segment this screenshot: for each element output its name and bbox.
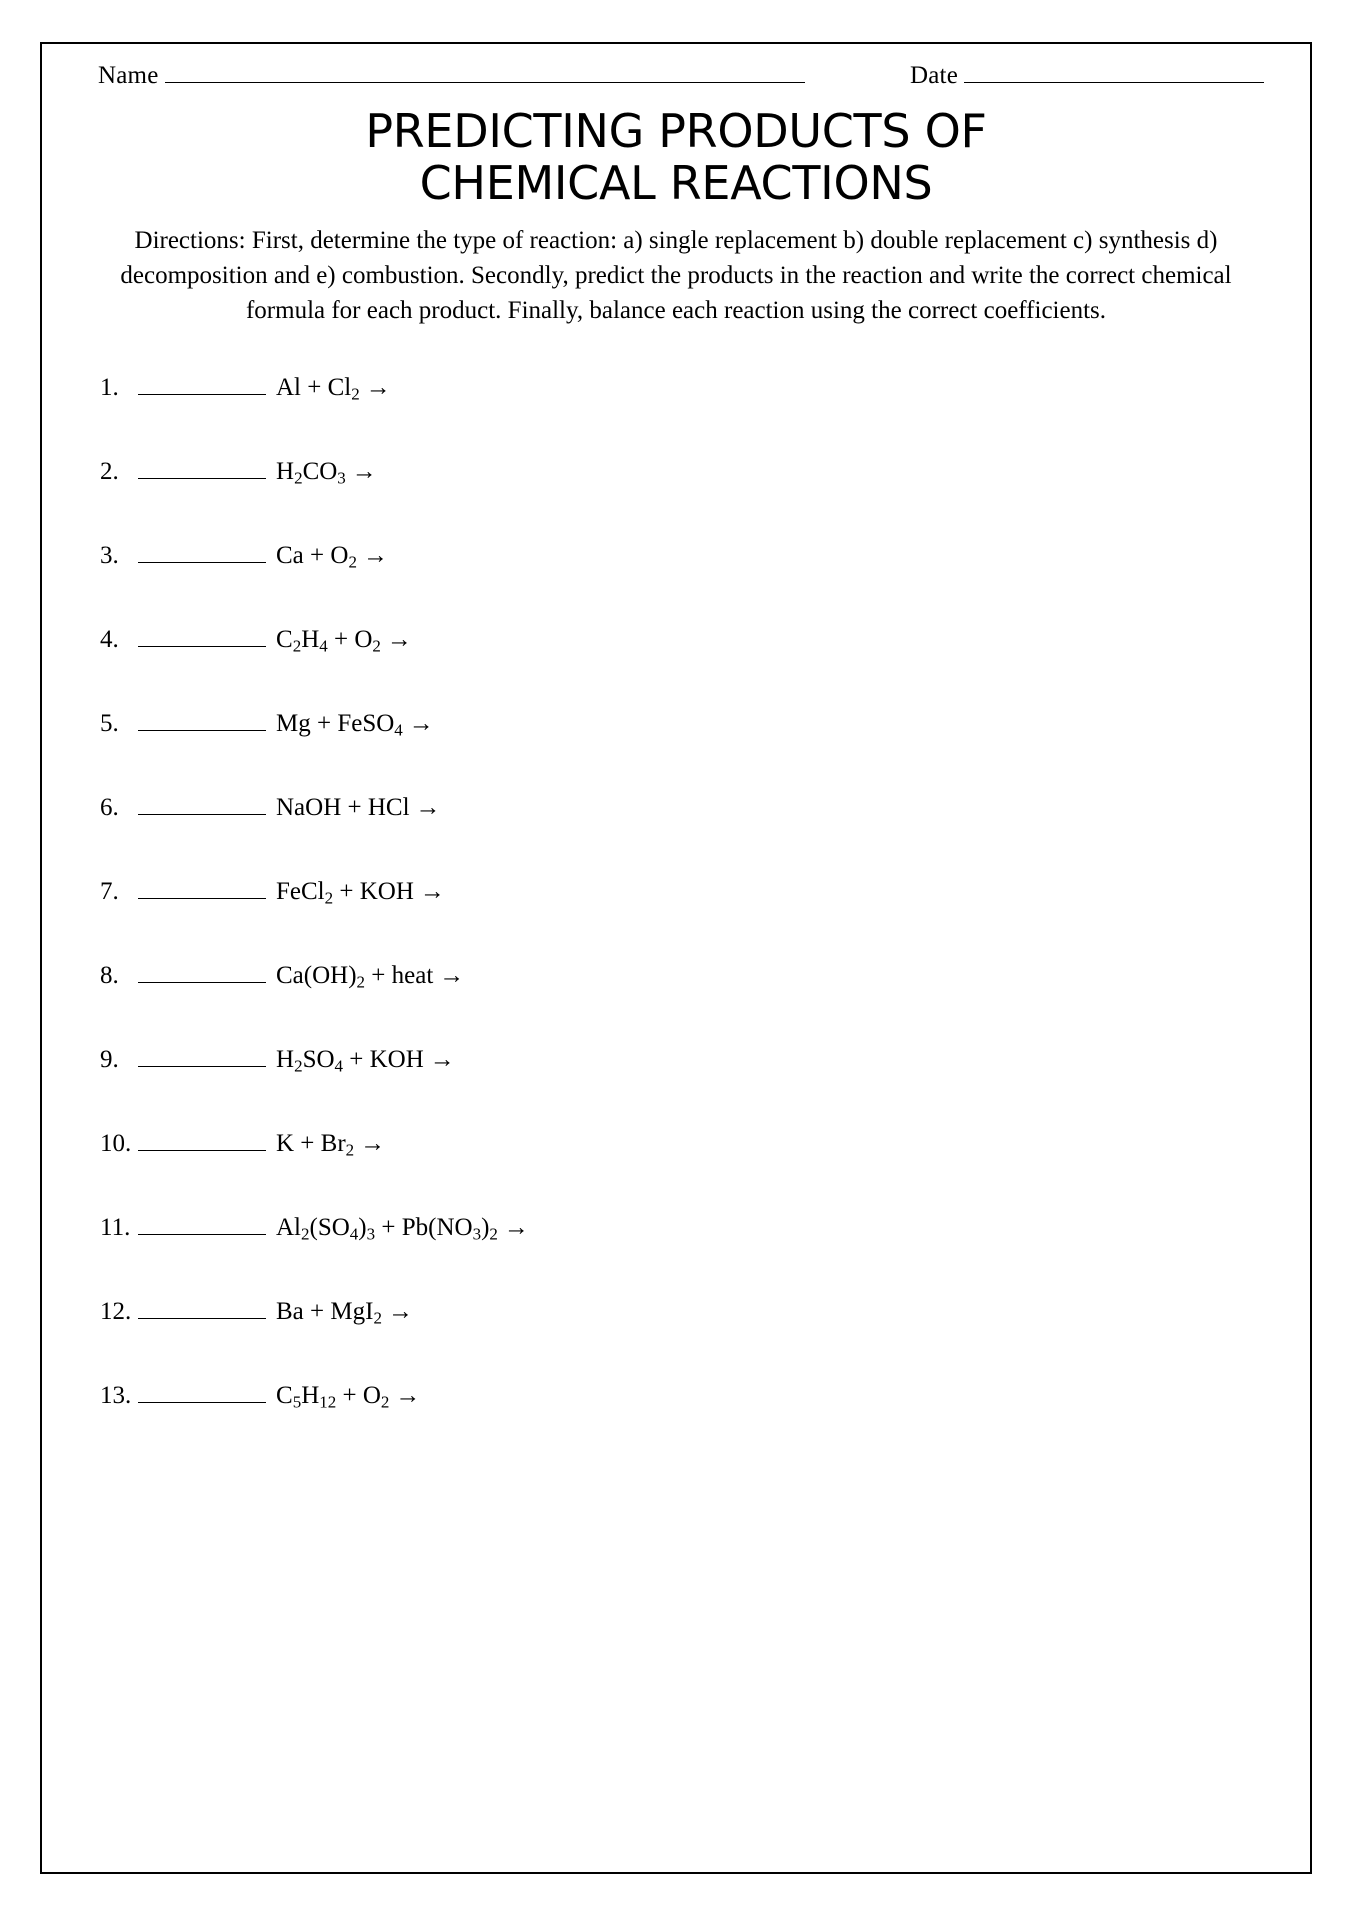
reaction-type-blank[interactable] bbox=[138, 964, 266, 983]
problem-row bbox=[100, 1298, 1282, 1382]
directions-text: Directions: First, determine the type of reaction: a) single replacement b) double replacement c) synthesis d) decomposition and e) combustion. Secondly, predict the products in the reaction and write the correct chemical formula for each product. Finally, balance each reaction using the correct coefficients. bbox=[120, 227, 1232, 325]
reaction-type-blank[interactable] bbox=[138, 1216, 266, 1235]
problem-number: 6. bbox=[100, 794, 119, 822]
reaction-equation: $H_2SO_4$ + KOH bbox=[276, 1046, 424, 1076]
reaction-arrow-icon: → bbox=[503, 1214, 529, 1242]
problem-number: 5. bbox=[100, 710, 119, 738]
reaction-arrow-icon: → bbox=[408, 710, 434, 738]
problem-row bbox=[100, 878, 1282, 962]
problem-row bbox=[100, 1382, 1282, 1466]
page-title bbox=[70, 106, 1282, 209]
date-input-line[interactable] bbox=[964, 62, 1264, 83]
reaction-arrow-icon: → bbox=[419, 878, 445, 906]
reaction-equation: Ba + MgI$_2$ bbox=[276, 1298, 382, 1328]
problem-row bbox=[100, 962, 1282, 1046]
problem-row bbox=[100, 710, 1282, 794]
reaction-equation: $Al + Cl_2$ bbox=[276, 374, 360, 404]
problem-row bbox=[100, 794, 1282, 878]
problem-number: 4. bbox=[100, 626, 119, 654]
reaction-arrow-icon: → bbox=[365, 374, 391, 402]
reaction-equation: $Al_2(SO_4)_3 + Pb(NO_3)_2$ bbox=[276, 1214, 498, 1244]
reaction-type-blank[interactable] bbox=[138, 1384, 266, 1403]
problem-number: 11. bbox=[100, 1214, 131, 1242]
reaction-type-blank[interactable] bbox=[138, 1300, 266, 1319]
reaction-arrow-icon: → bbox=[439, 962, 465, 990]
problem-number: 1. bbox=[100, 374, 119, 402]
problem-row bbox=[100, 1046, 1282, 1130]
problem-number: 9. bbox=[100, 1046, 119, 1074]
problem-row bbox=[100, 626, 1282, 710]
reaction-type-blank[interactable] bbox=[138, 796, 266, 815]
problem-row bbox=[100, 542, 1282, 626]
reaction-equation: $H_2CO_3$ bbox=[276, 458, 346, 488]
reaction-arrow-icon: → bbox=[429, 1046, 455, 1074]
reaction-arrow-icon: → bbox=[415, 794, 441, 822]
problem-row bbox=[100, 374, 1282, 458]
problem-number: 7. bbox=[100, 878, 119, 906]
reaction-arrow-icon: → bbox=[387, 1298, 413, 1326]
problem-number: 13. bbox=[100, 1382, 132, 1410]
name-date-row bbox=[70, 62, 1282, 90]
name-label: Name bbox=[98, 62, 159, 89]
reaction-equation: $C_2H_4 + O_2$ bbox=[276, 626, 381, 656]
date-label: Date bbox=[910, 62, 958, 89]
problem-number: 2. bbox=[100, 458, 119, 486]
reaction-type-blank[interactable] bbox=[138, 880, 266, 899]
reaction-type-blank[interactable] bbox=[138, 1048, 266, 1067]
reaction-type-blank[interactable] bbox=[138, 1132, 266, 1151]
reaction-type-blank[interactable] bbox=[138, 712, 266, 731]
reaction-arrow-icon: → bbox=[395, 1382, 421, 1410]
reaction-equation: $K + Br_2$ bbox=[276, 1130, 355, 1160]
problem-row bbox=[100, 458, 1282, 542]
reaction-equation: $C_5H_{12} + O_2$ bbox=[276, 1382, 390, 1412]
reaction-arrow-icon: → bbox=[362, 542, 388, 570]
reaction-type-blank[interactable] bbox=[138, 376, 266, 395]
reaction-equation: $Ca + O_2$ bbox=[276, 542, 357, 572]
reaction-equation: $Ca(OH)_2$ + heat bbox=[276, 962, 434, 992]
reaction-type-blank[interactable] bbox=[138, 628, 266, 647]
reaction-equation: FeCl$_2$ + KOH bbox=[276, 878, 414, 908]
page-title-line1: PREDICTING PRODUCTS OF bbox=[365, 104, 987, 158]
problem-number: 10. bbox=[100, 1130, 132, 1158]
reaction-arrow-icon: → bbox=[360, 1130, 386, 1158]
name-input-line[interactable] bbox=[165, 62, 805, 83]
reaction-arrow-icon: → bbox=[351, 458, 377, 486]
problem-row bbox=[100, 1130, 1282, 1214]
problem-row bbox=[100, 1214, 1282, 1298]
reaction-type-blank[interactable] bbox=[138, 544, 266, 563]
reaction-arrow-icon: → bbox=[386, 626, 412, 654]
problem-list bbox=[70, 374, 1282, 1466]
problem-number: 12. bbox=[100, 1298, 132, 1326]
reaction-equation: NaOH + HCl bbox=[276, 794, 410, 822]
reaction-equation: Mg + FeSO$_4$ bbox=[276, 710, 403, 740]
worksheet-page bbox=[40, 42, 1312, 1874]
worksheet-content bbox=[70, 62, 1282, 1862]
problem-number: 3. bbox=[100, 542, 119, 570]
reaction-type-blank[interactable] bbox=[138, 460, 266, 479]
problem-number: 8. bbox=[100, 962, 119, 990]
page-title-line2: CHEMICAL REACTIONS bbox=[419, 155, 933, 210]
